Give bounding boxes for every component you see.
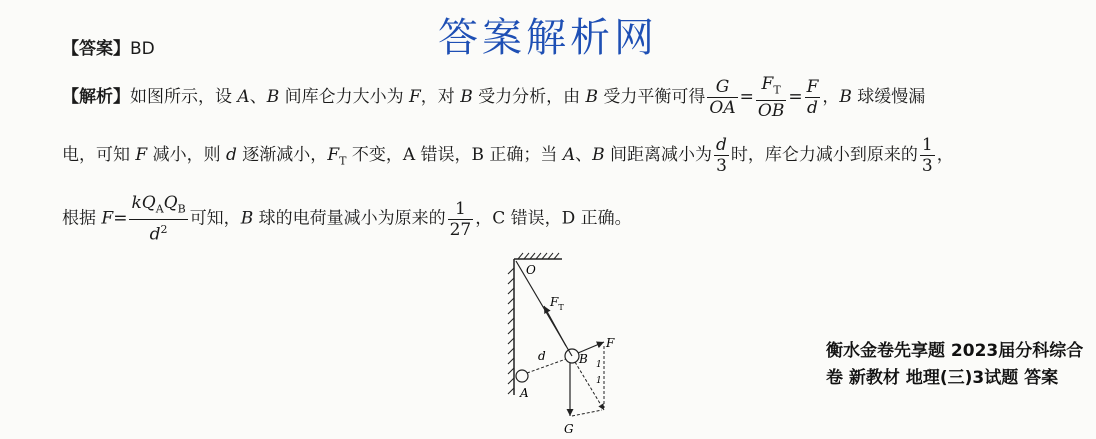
text: 逐渐减小，: [236, 145, 328, 165]
text: ，: [936, 145, 954, 165]
text: 电，可知: [62, 145, 136, 165]
var: F: [327, 145, 340, 165]
label-f: F: [606, 336, 615, 350]
analysis-label: 【解析】: [62, 87, 130, 108]
var: B: [460, 87, 473, 108]
text: 间库仑力大小为: [279, 87, 409, 108]
label-o: O: [526, 263, 536, 277]
text: 根据: [62, 208, 102, 229]
equals: =: [739, 87, 754, 108]
text: 时，库仑力减小到原来的: [730, 145, 918, 165]
answer-line: [62, 34, 155, 59]
equals: =: [113, 208, 128, 229]
var: A: [562, 145, 576, 165]
label-d: d: [538, 349, 546, 363]
text: ，对: [420, 87, 461, 108]
var: B: [592, 145, 605, 165]
var: B: [266, 87, 280, 108]
text: 减小，则: [147, 145, 227, 165]
var: B: [839, 87, 852, 108]
subscript: T: [339, 154, 347, 168]
force-diagram: [500, 250, 640, 439]
base-dash: [572, 410, 602, 416]
text: 受力平衡可得: [598, 87, 706, 108]
text: 间距离减小为: [604, 145, 713, 165]
tension-arrow: [544, 306, 566, 346]
var: F: [135, 145, 148, 165]
distance-d-line: [527, 359, 566, 373]
var: B: [240, 208, 254, 229]
fraction-f-d: $\frac{F}{d}$: [806, 77, 819, 119]
source-caption: 衡水金卷先享题 2023届分科综合卷 新教材 地理(三)3试题 答案: [826, 341, 1084, 388]
fraction-g-oa: $\frac{G}{OA}$: [709, 77, 736, 119]
tick-mark-2: 1: [596, 376, 602, 386]
fraction-d-3: $\frac{d}{3}$: [716, 135, 727, 176]
analysis-line-3: [62, 193, 632, 245]
var: B: [585, 87, 599, 108]
fraction-1-3: $\frac{1}{3}$: [921, 135, 933, 176]
equals: =: [788, 87, 803, 108]
text: 可知，: [189, 208, 241, 229]
ceiling-hatch: [518, 253, 559, 259]
answer-label: 【答案】: [62, 39, 130, 59]
var: F: [409, 87, 421, 108]
analysis-line-1: [62, 74, 925, 121]
answer-value: BD: [130, 39, 155, 59]
var: A: [237, 87, 250, 108]
label-a: A: [520, 386, 529, 400]
var: d: [226, 145, 237, 165]
text: 如图所示，设: [130, 87, 238, 108]
text: ，C 错误，D 正确。: [475, 208, 632, 229]
fraction-ft-ob: $\frac{F_T}{OB}$: [757, 74, 785, 122]
text: 不变，A 错误，B 正确；当: [346, 145, 563, 165]
fraction-coulomb-law: $\frac{kQ_AQ_B}{d^2}$: [131, 193, 186, 246]
text: ，: [822, 87, 840, 108]
coulomb-force-arrow: [578, 342, 604, 353]
label-g: G: [564, 422, 574, 436]
text: 球的电荷量减小为原来的: [253, 208, 446, 229]
site-watermark: 答案解析网: [438, 15, 658, 61]
fraction-1-27: $\frac{1}{27}$: [449, 198, 472, 240]
tick-mark-1: 1: [596, 360, 602, 370]
ball-a: [516, 370, 528, 382]
text: 受力分析，由: [472, 87, 586, 108]
label-b: B: [579, 352, 588, 366]
analysis-line-2: [62, 135, 954, 176]
label-ft: $F_T$: [550, 295, 564, 312]
var: F: [101, 208, 114, 229]
text: 球缓慢漏: [851, 87, 926, 108]
text: 、: [249, 87, 267, 108]
wall-hatch: [508, 268, 514, 394]
text: 、: [575, 145, 593, 165]
